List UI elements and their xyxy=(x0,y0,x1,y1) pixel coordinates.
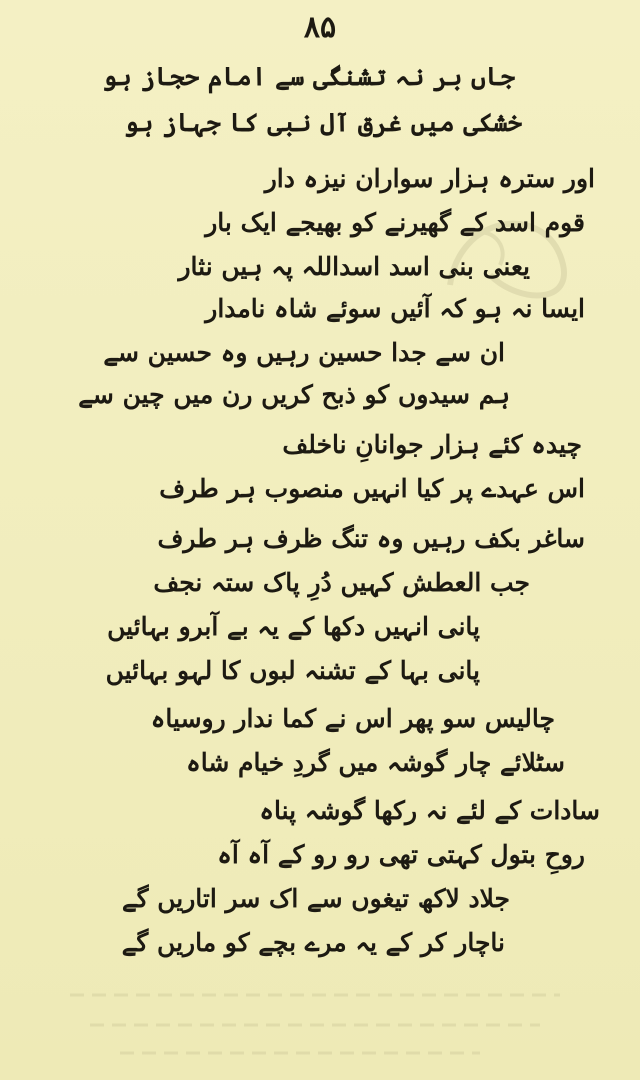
verse-line-14: پانی بہا کے تشنہ لبوں کا لہو بہائیں xyxy=(105,656,480,685)
verse-line-20: ناچار کر کے یہ مرے بچے کو ماریں گے xyxy=(121,928,505,957)
verse-line-16: سٹلائے چار گوشہ میں گردِ خیام شاہ xyxy=(186,748,565,777)
verse-line-17: سادات کے لئے نہ رکھا گوشہ پناہ xyxy=(259,796,600,825)
verse-line-11: ساغر بکف رہیں وہ تنگ ظرف ہر طرف xyxy=(157,524,585,553)
verse-line-2: خشکی میں غرق آل نبی کا جہاز ہو xyxy=(124,108,522,137)
verse-line-9: چیدہ کئے ہزار جوانانِ ناخلف xyxy=(282,430,582,459)
verse-line-1: جاں بر نہ تشنگی سے امام حجاز ہو xyxy=(102,62,515,91)
verse-line-19: جلاد لاکھ تیغوں سے اک سر اتاریں گے xyxy=(121,884,510,913)
verse-line-3: اور سترہ ہزار سواران نیزہ دار xyxy=(264,164,595,193)
verse-line-6: ایسا نہ ہو کہ آئیں سوئے شاہ نامدار xyxy=(205,294,585,323)
page-number: ۸۵ xyxy=(303,10,337,45)
verse-line-4: قوم اسد کے گھیرنے کو بھیجے ایک بار xyxy=(205,208,585,237)
bleed-through-text xyxy=(60,975,580,1065)
verse-line-18: روحِ بتول کہتی تھی رو رو کے آہ آہ xyxy=(217,840,585,869)
verse-line-13: پانی انہیں دکھا کے یہ بے آبرو بہائیں xyxy=(107,612,480,641)
verse-line-15: چالیس سو پھر اس نے کما ندار روسیاہ xyxy=(150,704,555,733)
verse-line-5: یعنی بنی اسد اسداللہ پہ ہیں نثار xyxy=(178,252,530,281)
verse-line-12: جب العطش کہیں دُرِ پاک ستہ نجف xyxy=(153,568,530,597)
verse-line-8: ہم سیدوں کو ذبح کریں رن میں چین سے xyxy=(78,380,510,409)
verse-line-10: اس عہدے پر کیا انہیں منصوب ہر طرف xyxy=(159,474,585,503)
verse-line-7: ان سے جدا حسین رہیں وہ حسین سے xyxy=(103,338,505,367)
